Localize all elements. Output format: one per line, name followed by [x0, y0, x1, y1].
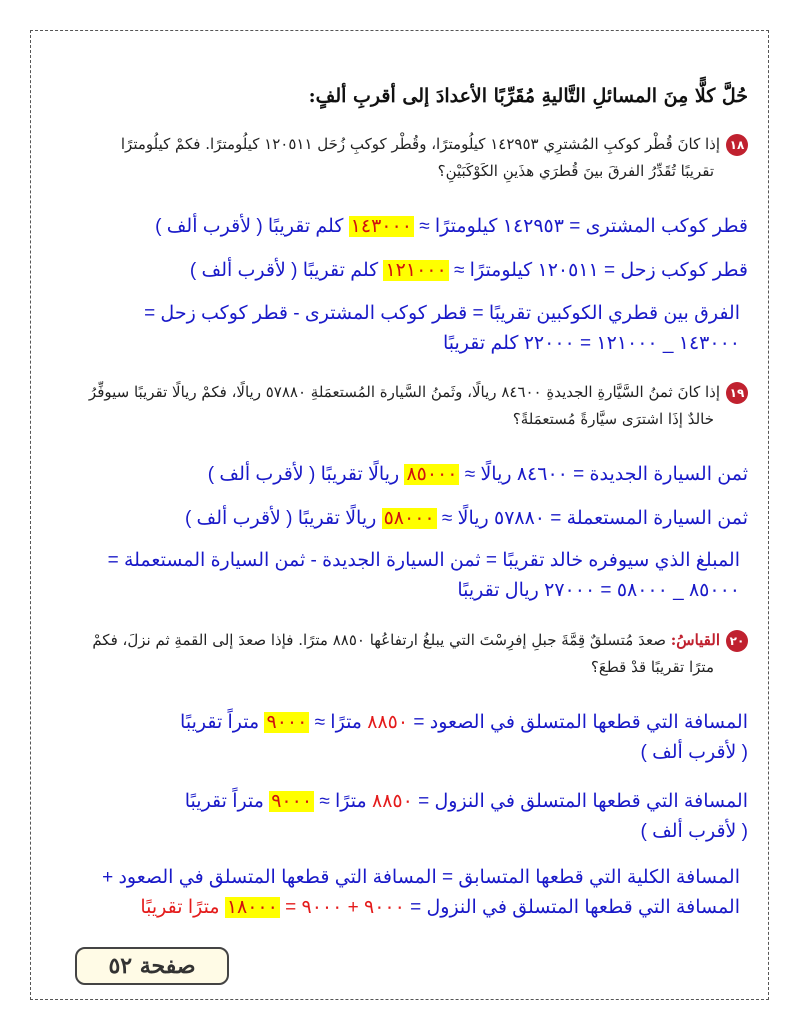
question-text-line2: مترًا تقريبًا قدْ قطعَ؟	[590, 658, 714, 676]
question-text-line1: إذا كانَ قُطْر كوكبِ المُشترِي ١٤٢٩٥٣ كيلُومترًا، وقُطْر كوكبِ زُحَل ١٢٠٥١١ كيلُومترًا. فكمْ كيلُومترًا	[120, 135, 720, 153]
answer-text: كلم تقريبًا ( لأقرب ألف )	[189, 260, 379, 281]
answer-18-line1	[46, 212, 748, 242]
rounded-value: ٩٠٠٠	[271, 791, 313, 812]
answer-18-difference	[46, 299, 740, 359]
question-number-badge: ١٩	[726, 382, 748, 404]
answer-19-line1	[46, 460, 748, 490]
answer-20-ascent	[46, 708, 748, 768]
question-20	[46, 627, 748, 681]
rounded-value: ٩٠٠٠	[266, 712, 308, 733]
answer-19-line2	[46, 504, 748, 534]
answer-18-line2	[46, 256, 748, 286]
question-19	[46, 379, 748, 433]
answer-text: المسافة التي قطعها المتسلق في النزول =	[410, 897, 740, 918]
question-text-line2: خالدٌ إذَا اشترَى سيَّارةً مُستعمَلةً؟	[512, 410, 714, 428]
question-text-line2: تقريبًا تُقَدِّرُ الفرقَ بينَ قُطرَي هذَينِ الكَوْكَبَيْنِ؟	[437, 162, 714, 180]
answer-text: ريالًا تقريبًا ( لأقرب ألف )	[184, 508, 377, 529]
answer-text: ٨٥٠٠٠ _ ٥٨٠٠٠ = ٢٧٠٠٠ ريال تقريبًا	[457, 580, 740, 601]
height-value: ٨٨٥٠	[367, 712, 409, 733]
question-text-line1: صعدَ مُتسلقٌ قِمَّةَ جبلِ إفرِسْتَ التي يبلغُ ارتفاعُها ٨٨٥٠ مترًا. فإذا صعدَ إلى القمةِ ثم نزلَ، فكمْ	[92, 631, 666, 649]
page-number-label: صفحة ٥٢	[75, 947, 229, 985]
answer-text: ريالًا تقريبًا ( لأقرب ألف )	[207, 464, 400, 485]
answer-text: قطر كوكب المشترى = ١٤٢٩٥٣ كيلومترًا ≈	[419, 216, 748, 237]
answer-20-total	[46, 863, 740, 923]
answer-text: كلم تقريبًا ( لأقرب ألف )	[155, 216, 344, 237]
rounded-value: ٨٥٠٠٠	[406, 464, 458, 485]
answer-text: المسافة التي قطعها المتسلق في النزول =	[418, 791, 748, 812]
sum-expression: ٩٠٠٠ + ٩٠٠٠ =	[285, 897, 405, 918]
answer-text: مترًا ≈	[314, 712, 362, 733]
section-heading: حُلَّ كلًّا مِنَ المسائلِ التَّاليةِ مُقَرِّبًا الأعدادَ إلى أقربِ ألفٍ:	[308, 85, 748, 107]
rounded-value: ٥٨٠٠٠	[383, 508, 435, 529]
rounding-note: ( لأقرب ألف )	[640, 742, 748, 763]
answer-text: ثمن السيارة المستعملة = ٥٧٨٨٠ ريالًا ≈	[441, 508, 748, 529]
answer-text: ١٤٣٠٠٠ _ ١٢١٠٠٠ = ٢٢٠٠٠ كلم تقريبًا	[442, 333, 740, 354]
topic-keyword: القياسُ:	[670, 631, 720, 649]
question-number-badge: ٢٠	[726, 630, 748, 652]
answer-text: المبلغ الذي سيوفره خالد تقريبًا = ثمن السيارة الجديدة - ثمن السيارة المستعملة =	[107, 550, 740, 571]
answer-text: الفرق بين قطري الكوكبين تقريبًا = قطر كوكب المشترى - قطر كوكب زحل =	[144, 303, 740, 324]
question-18	[46, 131, 748, 185]
question-text-line1: إذا كانَ ثمنُ السَّيَّارةِ الجديدةِ ٨٤٦٠٠ ريالًا، وثَمنُ السَّيارة المُستعمَلةِ ٥٧٨٨٠ ريالًا، فكمْ ريالًا تقريبًا سيوفِّرُ	[88, 383, 720, 401]
answer-text: المسافة الكلية التي قطعها المتسابق = المسافة التي قطعها المتسلق في الصعود +	[102, 867, 740, 888]
height-value: ٨٨٥٠	[371, 791, 413, 812]
answer-text: قطر كوكب زحل = ١٢٠٥١١ كيلومترًا ≈	[453, 260, 748, 281]
rounded-value: ١٤٣٠٠٠	[350, 216, 412, 237]
rounded-value: ١٨٠٠٠	[226, 897, 278, 918]
rounded-value: ١٢١٠٠٠	[385, 260, 447, 281]
rounding-note: ( لأقرب ألف )	[640, 821, 748, 842]
answer-text: المسافة التي قطعها المتسلق في الصعود =	[413, 712, 748, 733]
question-number-badge: ١٨	[726, 134, 748, 156]
answer-text: ثمن السيارة الجديدة = ٨٤٦٠٠ ريالًا ≈	[464, 464, 748, 485]
answer-text: متراً تقريبًا	[180, 712, 260, 733]
answer-text: متراً تقريبًا	[184, 791, 264, 812]
answer-20-descent	[46, 787, 748, 847]
answer-text: مترًا تقريبًا	[140, 897, 220, 918]
answer-19-savings	[46, 546, 740, 606]
answer-text: مترًا ≈	[319, 791, 367, 812]
